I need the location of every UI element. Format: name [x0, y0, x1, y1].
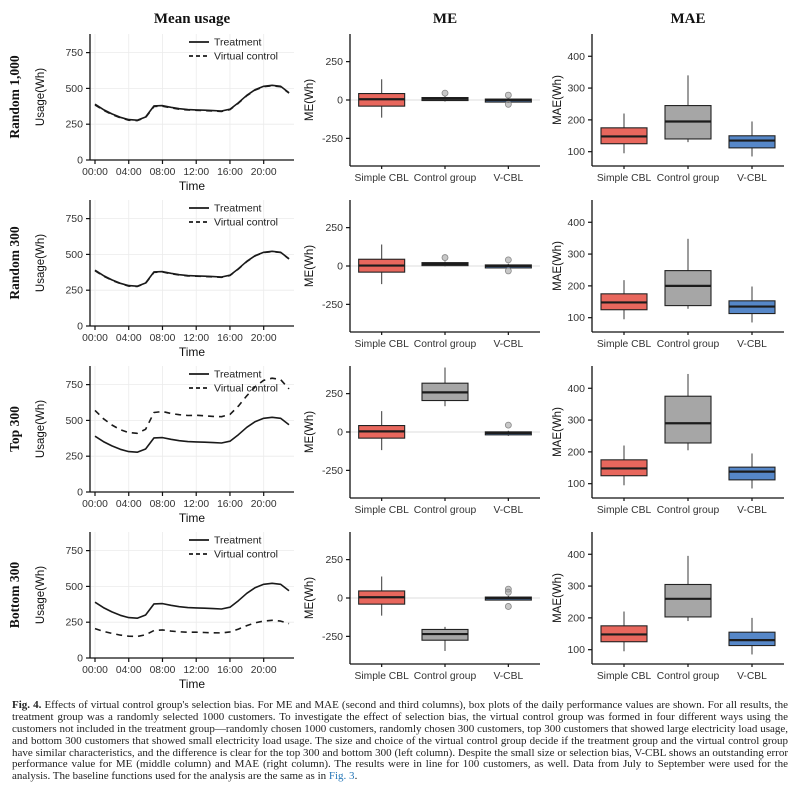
svg-text:400: 400 [567, 216, 585, 229]
svg-text:Control group: Control group [413, 339, 477, 350]
svg-text:04:00: 04:00 [115, 167, 142, 178]
svg-text:300: 300 [567, 248, 585, 261]
svg-text:250: 250 [325, 388, 343, 401]
svg-text:Control group: Control group [413, 671, 477, 682]
svg-text:Virtual control: Virtual control [214, 548, 279, 561]
svg-text:0: 0 [337, 426, 343, 439]
svg-text:16:00: 16:00 [217, 167, 243, 178]
svg-text:Simple CBL: Simple CBL [596, 671, 652, 682]
svg-text:400: 400 [567, 50, 585, 63]
row-label-random-300: Random 300 [7, 226, 22, 300]
svg-text:00:00: 00:00 [82, 665, 108, 676]
svg-text:200: 200 [567, 280, 585, 293]
caption-period: . [354, 770, 358, 783]
svg-text:12:00: 12:00 [183, 499, 210, 510]
svg-text:400: 400 [567, 382, 585, 395]
svg-text:ME(Wh): ME(Wh) [304, 576, 316, 620]
row-label-bottom-300: Bottom 300 [7, 561, 22, 629]
row-label-top-300: Top 300 [7, 406, 22, 452]
svg-text:Control group: Control group [656, 339, 720, 350]
svg-text:V-CBL: V-CBL [737, 173, 767, 184]
svg-text:Usage(Wh): Usage(Wh) [35, 399, 47, 459]
svg-text:Control group: Control group [656, 671, 720, 682]
figure-caption [0, 692, 800, 783]
svg-text:00:00: 00:00 [82, 499, 108, 510]
column-title-mean-usage: Mean usage [153, 11, 231, 27]
svg-text:MAE(Wh): MAE(Wh) [552, 407, 564, 457]
svg-text:Usage(Wh): Usage(Wh) [35, 233, 47, 293]
row-top-300 [0, 360, 800, 526]
row-label-random-1000: Random 1,000 [7, 55, 22, 139]
plot-random-1000-mean-usage [30, 28, 300, 194]
svg-text:12:00: 12:00 [183, 665, 210, 676]
plot-bottom-300-me [300, 526, 548, 692]
svg-text:300: 300 [567, 414, 585, 427]
svg-text:250: 250 [65, 284, 83, 297]
svg-text:Simple CBL: Simple CBL [354, 505, 409, 516]
svg-text:250: 250 [65, 118, 83, 131]
svg-text:250: 250 [65, 616, 83, 629]
svg-text:12:00: 12:00 [183, 333, 210, 344]
svg-text:V-CBL: V-CBL [493, 339, 524, 350]
svg-text:08:00: 08:00 [149, 499, 176, 510]
svg-text:V-CBL: V-CBL [737, 671, 767, 682]
plot-random-300-mae [548, 194, 800, 360]
svg-text:V-CBL: V-CBL [493, 173, 524, 184]
svg-text:-250: -250 [321, 132, 343, 145]
svg-text:Treatment: Treatment [214, 36, 262, 49]
svg-text:ME(Wh): ME(Wh) [304, 78, 316, 122]
plot-top-300-mae [548, 360, 800, 526]
svg-text:-250: -250 [321, 464, 343, 477]
svg-text:-250: -250 [321, 630, 343, 643]
svg-text:200: 200 [567, 114, 585, 127]
svg-text:16:00: 16:00 [217, 665, 243, 676]
svg-text:08:00: 08:00 [149, 167, 176, 178]
svg-text:0: 0 [77, 320, 83, 333]
svg-text:300: 300 [567, 580, 585, 593]
svg-text:Virtual control: Virtual control [214, 50, 279, 63]
svg-text:04:00: 04:00 [115, 665, 142, 676]
svg-text:250: 250 [65, 450, 83, 463]
svg-text:20:00: 20:00 [250, 665, 277, 676]
svg-text:Usage(Wh): Usage(Wh) [35, 67, 47, 127]
svg-text:Treatment: Treatment [214, 368, 262, 381]
svg-text:08:00: 08:00 [149, 665, 176, 676]
svg-text:16:00: 16:00 [217, 333, 243, 344]
svg-text:04:00: 04:00 [115, 333, 142, 344]
svg-text:750: 750 [65, 213, 83, 226]
svg-text:250: 250 [325, 222, 343, 235]
svg-text:200: 200 [567, 612, 585, 625]
row-random-300 [0, 194, 800, 360]
svg-text:-250: -250 [321, 298, 343, 311]
row-bottom-300 [0, 526, 800, 692]
svg-text:500: 500 [65, 580, 83, 593]
svg-text:0: 0 [337, 260, 343, 273]
svg-text:500: 500 [65, 414, 83, 427]
svg-text:MAE(Wh): MAE(Wh) [552, 573, 564, 623]
svg-text:0: 0 [77, 652, 83, 665]
svg-text:Virtual control: Virtual control [214, 382, 279, 395]
caption-label: Fig. 4. [12, 699, 42, 711]
svg-text:Simple CBL: Simple CBL [596, 339, 652, 350]
plot-top-300-me [300, 360, 548, 526]
svg-text:250: 250 [325, 56, 343, 69]
svg-text:Control group: Control group [413, 173, 477, 184]
svg-text:100: 100 [567, 312, 585, 325]
svg-text:Control group: Control group [656, 173, 720, 184]
svg-text:Treatment: Treatment [214, 534, 262, 547]
svg-text:0: 0 [337, 592, 343, 605]
svg-text:Time: Time [178, 345, 206, 359]
column-title-me: ME [432, 11, 458, 27]
svg-text:00:00: 00:00 [82, 167, 108, 178]
svg-text:100: 100 [567, 644, 585, 657]
svg-text:20:00: 20:00 [250, 333, 277, 344]
svg-text:100: 100 [567, 146, 585, 159]
svg-text:750: 750 [65, 545, 83, 558]
caption-body: Effects of virtual control group's selection bias. For ME and MAE (second and third columns), box plots of the daily performance values are shown. For all results, the treatment group was a randomly selected 1000 customers. To investigate the effect of selection bias, the virtual control group was formed in four different ways using the customers not included in the treatment group—randomly chosen 1000 customers, randomly chosen 300 customers, top 300 customers that showed large electricity load usage, and bottom 300 customers that showed small electricity load usage. The size and choice of the virtual control group decide if the treatment group and the virtual control group have similar characteristics, and the difference is clear for the top 300 and bottom 300 (left column). Despite the small size or selection bias, V-CBL shows an outstanding error performance value for ME (middle column) and MAE (right column). The results were in line for 100 customers, as well. Data from July to September were used for the analysis. The baseline functions used for the analysis are the same as in [12, 699, 788, 783]
svg-text:20:00: 20:00 [250, 167, 277, 178]
svg-text:Simple CBL: Simple CBL [596, 173, 652, 184]
svg-text:Usage(Wh): Usage(Wh) [35, 565, 47, 625]
svg-text:Simple CBL: Simple CBL [354, 671, 409, 682]
svg-text:250: 250 [325, 554, 343, 567]
plot-bottom-300-mean-usage [30, 526, 300, 692]
plot-top-300-mean-usage [30, 360, 300, 526]
svg-text:Simple CBL: Simple CBL [596, 505, 652, 516]
svg-text:200: 200 [567, 446, 585, 459]
plot-random-300-mean-usage [30, 194, 300, 360]
plot-random-1000-me [300, 28, 548, 194]
svg-text:Time: Time [178, 677, 206, 691]
svg-text:MAE(Wh): MAE(Wh) [552, 241, 564, 291]
svg-text:Virtual control: Virtual control [214, 216, 279, 229]
svg-text:100: 100 [567, 478, 585, 491]
svg-text:ME(Wh): ME(Wh) [304, 410, 316, 454]
svg-text:Time: Time [178, 511, 206, 525]
svg-text:750: 750 [65, 379, 83, 392]
column-headers [0, 0, 800, 28]
svg-text:00:00: 00:00 [82, 333, 108, 344]
svg-text:750: 750 [65, 47, 83, 60]
svg-text:Treatment: Treatment [214, 202, 262, 215]
svg-text:0: 0 [337, 94, 343, 107]
svg-text:ME(Wh): ME(Wh) [304, 244, 316, 288]
plot-random-300-me [300, 194, 548, 360]
svg-text:Control group: Control group [656, 505, 720, 516]
fig3-link[interactable]: Fig. 3 [328, 770, 355, 783]
svg-text:08:00: 08:00 [149, 333, 176, 344]
plot-random-1000-mae [548, 28, 800, 194]
svg-text:V-CBL: V-CBL [737, 339, 767, 350]
svg-text:400: 400 [567, 548, 585, 561]
svg-text:12:00: 12:00 [183, 167, 210, 178]
svg-text:V-CBL: V-CBL [493, 505, 524, 516]
svg-text:0: 0 [77, 154, 83, 167]
svg-text:500: 500 [65, 82, 83, 95]
svg-text:V-CBL: V-CBL [737, 505, 767, 516]
svg-text:0: 0 [77, 486, 83, 499]
svg-text:500: 500 [65, 248, 83, 261]
svg-text:MAE(Wh): MAE(Wh) [552, 75, 564, 125]
svg-text:Simple CBL: Simple CBL [354, 339, 409, 350]
svg-text:Simple CBL: Simple CBL [354, 173, 409, 184]
svg-text:20:00: 20:00 [250, 499, 277, 510]
svg-text:V-CBL: V-CBL [493, 671, 524, 682]
svg-text:Time: Time [178, 179, 206, 193]
row-random-1000 [0, 28, 800, 194]
svg-text:300: 300 [567, 82, 585, 95]
svg-text:Control group: Control group [413, 505, 477, 516]
svg-text:04:00: 04:00 [115, 499, 142, 510]
column-title-mae: MAE [670, 11, 706, 27]
plot-bottom-300-mae [548, 526, 800, 692]
svg-text:16:00: 16:00 [217, 499, 243, 510]
